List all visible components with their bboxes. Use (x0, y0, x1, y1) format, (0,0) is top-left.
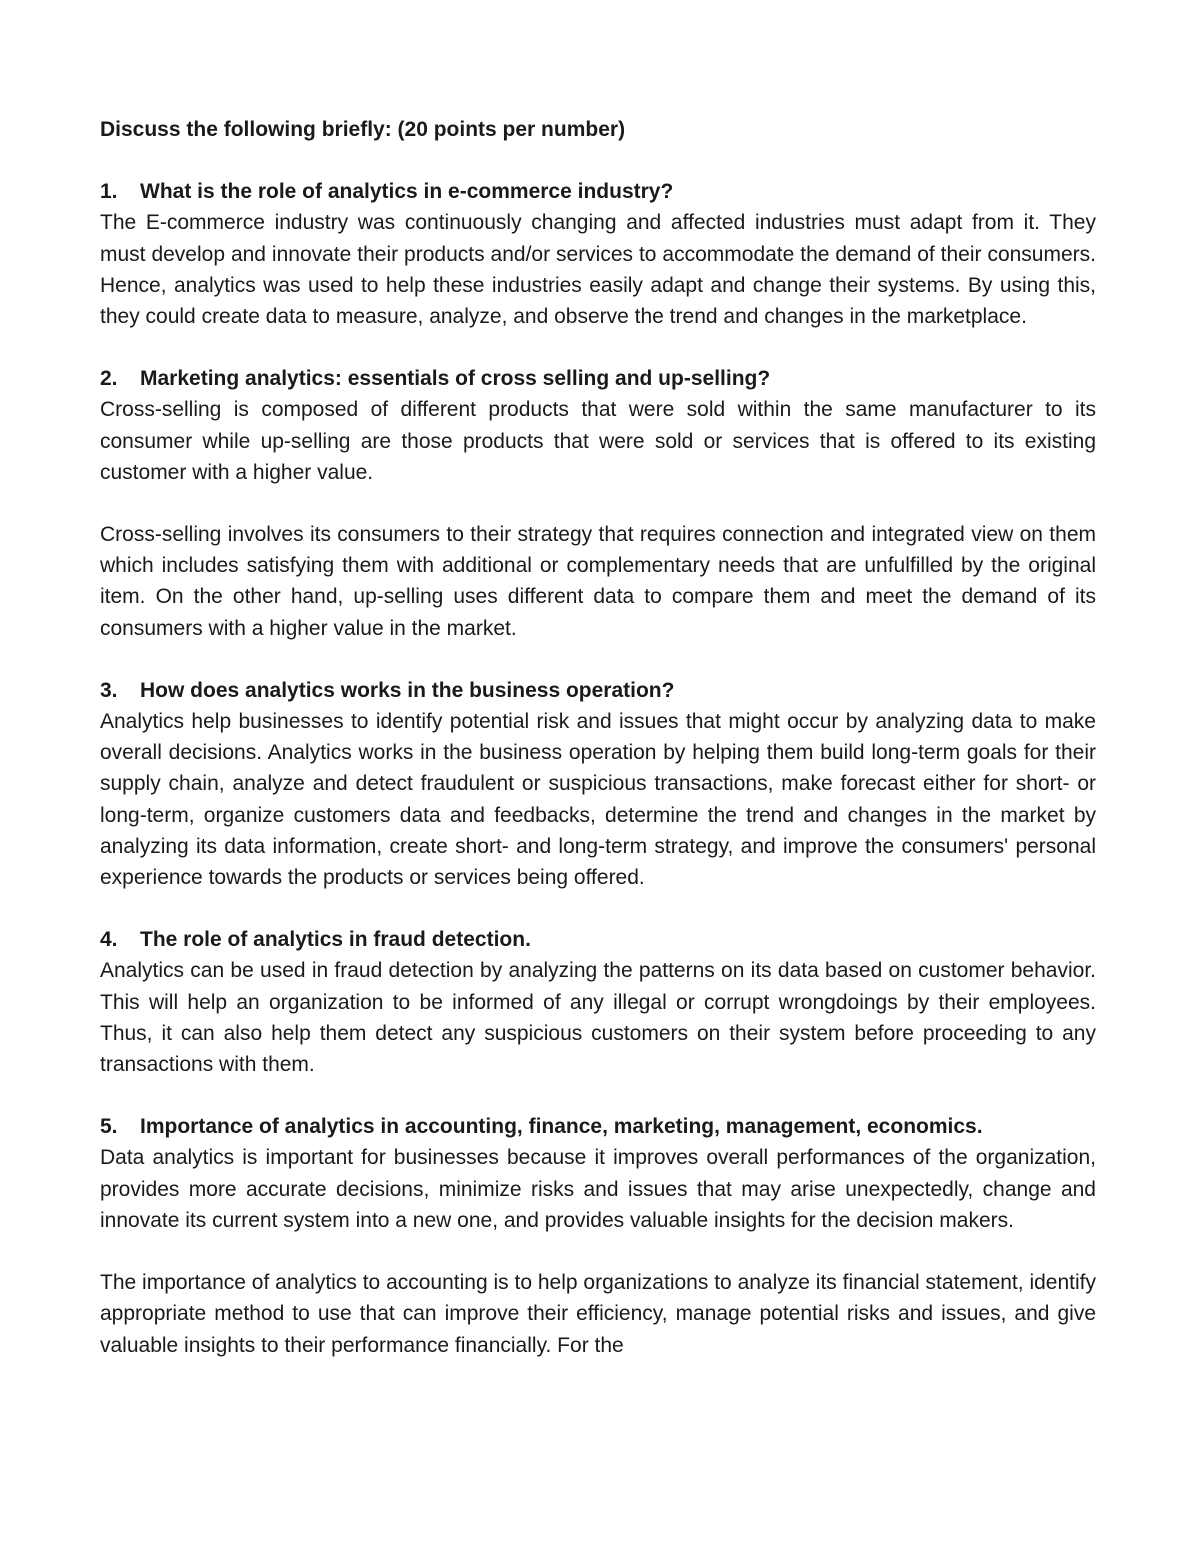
answer-paragraph: Analytics help businesses to identify potential risk and issues that might occur by analyzing data to make overall decisions. Analytics works in the business operation by helping them build long-term goals for their supply chain, analyze and detect fraudulent or suspicious transactions, make forecast either for short- or long-term, organize customers data and feedbacks, determine the trend and changes in the market by analyzing its data information, create short- and long-term strategy, and improve the consumers' personal experience towards the products or services being offered. (100, 710, 1096, 890)
question-4-heading (100, 924, 1096, 955)
answer-paragraph: The importance of analytics to accounting is to help organizations to analyze its financial statement, identify appropriate method to use that can improve their efficiency, manage potential risks and issues, and give valuable insights to their performance financially. For the (100, 1271, 1096, 1357)
spacer (100, 644, 1096, 675)
spacer (100, 1236, 1096, 1267)
answer-paragraph: Cross-selling involves its consumers to their strategy that requires connection and integrated view on them which includes satisfying them with additional or complementary needs that are unfulfilled by the original item. On the other hand, up-selling uses different data to compare them and meet the demand of its consumers with a higher value in the market. (100, 523, 1096, 640)
answer-paragraph: Analytics can be used in fraud detection by analyzing the patterns on its data based on customer behavior. This will help an organization to be informed of any illegal or corrupt wrongdoings by their employees. Thus, it can also help them detect any suspicious customers on their system before proceeding to any transactions with them. (100, 959, 1096, 1077)
instructions-heading: Discuss the following briefly: (20 points per number) (100, 118, 626, 141)
question-number: 3. (100, 678, 118, 702)
question-number: 2. (100, 367, 118, 391)
question-number: 4. (100, 928, 118, 952)
question-number: 5. (100, 1115, 118, 1139)
spacer (100, 893, 1096, 924)
question-text: What is the role of analytics in e-commerce industry? (140, 180, 674, 204)
question-3-heading (100, 675, 1096, 706)
question-text: How does analytics works in the business operation? (140, 678, 675, 702)
question-number: 1. (100, 180, 118, 204)
answer-paragraph: The E-commerce industry was continuously changing and affected industries must adapt from it. They must develop and innovate their products and/or services to accommodate the demand of their consumers. Hence, analytics was used to help these industries easily adapt and change their systems. By using this, they could create data to measure, analyze, and observe the trend and changes in the marketplace. (100, 211, 1096, 329)
answer-paragraph: Data analytics is important for businesses because it improves overall performances of the organization, provides more accurate decisions, minimize risks and issues that may arise unexpectedly, change and innovate its current system into a new one, and provides valuable insights for the decision makers. (100, 1146, 1096, 1232)
question-5-heading (100, 1111, 1096, 1142)
question-1-heading (100, 176, 1096, 207)
spacer (100, 488, 1096, 519)
question-text: The role of analytics in fraud detection. (140, 928, 531, 952)
question-text: Importance of analytics in accounting, finance, marketing, management, economics. (140, 1115, 983, 1139)
question-2-heading (100, 363, 1096, 394)
spacer (100, 1080, 1096, 1111)
spacer (100, 332, 1096, 363)
answer-paragraph: Cross-selling is composed of different products that were sold within the same manufacturer to its consumer while up-selling are those products that were sold or services that is offered to its existing customer with a higher value. (100, 398, 1096, 484)
question-text: Marketing analytics: essentials of cross selling and up-selling? (140, 367, 771, 391)
document-body (100, 114, 1096, 1361)
